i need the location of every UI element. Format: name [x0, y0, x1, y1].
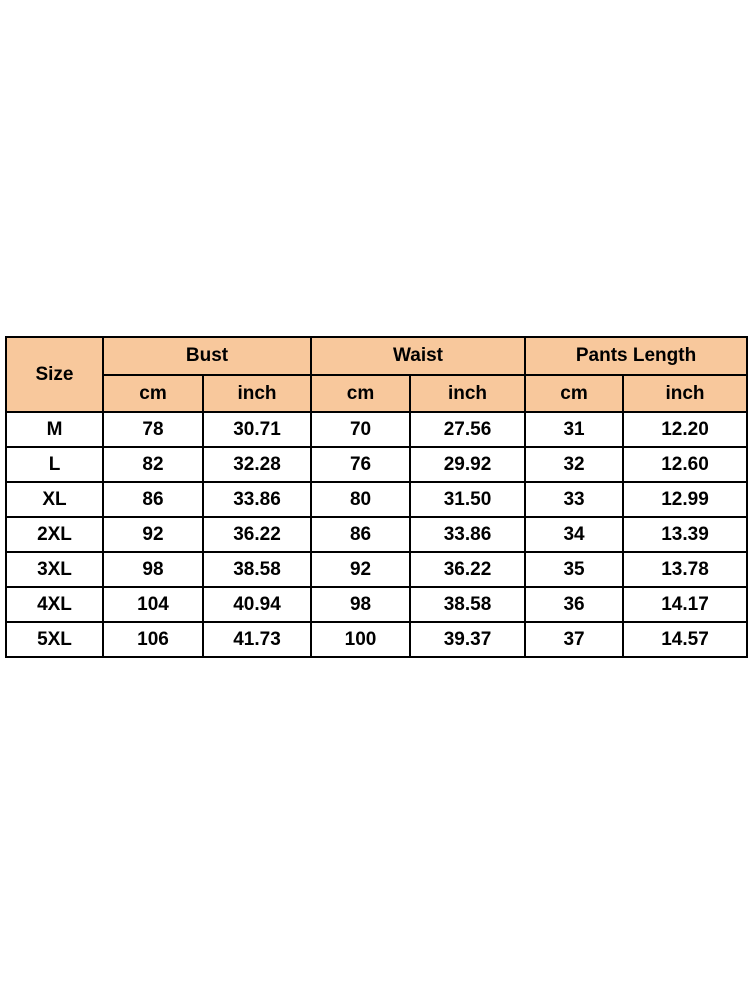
- waist-cm-cell: 80: [311, 482, 410, 517]
- pants-length-inch-cell: 12.20: [623, 412, 747, 447]
- waist-inch-cell: 38.58: [410, 587, 525, 622]
- size-cell: 2XL: [6, 517, 103, 552]
- pants-length-cm-cell: 37: [525, 622, 623, 657]
- waist-header: Waist: [311, 337, 525, 375]
- waist-inch-cell: 27.56: [410, 412, 525, 447]
- waist-inch-cell: 31.50: [410, 482, 525, 517]
- bust-cm-cell: 104: [103, 587, 203, 622]
- pants-length-cm-cell: 33: [525, 482, 623, 517]
- size-cell: L: [6, 447, 103, 482]
- pants-length-inch-cell: 13.78: [623, 552, 747, 587]
- bust-cm-header: cm: [103, 375, 203, 412]
- bust-cm-cell: 86: [103, 482, 203, 517]
- pants-length-header: Pants Length: [525, 337, 747, 375]
- pants-length-inch-cell: 14.17: [623, 587, 747, 622]
- bust-inch-cell: 38.58: [203, 552, 311, 587]
- header-group-row: [6, 337, 747, 375]
- size-cell: 4XL: [6, 587, 103, 622]
- waist-cm-cell: 70: [311, 412, 410, 447]
- pants-length-inch-cell: 13.39: [623, 517, 747, 552]
- bust-inch-cell: 40.94: [203, 587, 311, 622]
- waist-inch-cell: 39.37: [410, 622, 525, 657]
- size-cell: 5XL: [6, 622, 103, 657]
- bust-header: Bust: [103, 337, 311, 375]
- waist-cm-cell: 98: [311, 587, 410, 622]
- pants-length-cm-cell: 32: [525, 447, 623, 482]
- bust-cm-cell: 82: [103, 447, 203, 482]
- bust-inch-cell: 36.22: [203, 517, 311, 552]
- waist-inch-cell: 33.86: [410, 517, 525, 552]
- bust-cm-cell: 78: [103, 412, 203, 447]
- table-row: [6, 447, 747, 482]
- waist-cm-cell: 86: [311, 517, 410, 552]
- size-cell: 3XL: [6, 552, 103, 587]
- pants-length-inch-header: inch: [623, 375, 747, 412]
- bust-cm-cell: 98: [103, 552, 203, 587]
- table-row: [6, 482, 747, 517]
- waist-cm-cell: 76: [311, 447, 410, 482]
- waist-cm-cell: 100: [311, 622, 410, 657]
- pants-length-cm-cell: 31: [525, 412, 623, 447]
- pants-length-inch-cell: 12.60: [623, 447, 747, 482]
- header-unit-row: [6, 375, 747, 412]
- waist-inch-header: inch: [410, 375, 525, 412]
- waist-cm-header: cm: [311, 375, 410, 412]
- bust-cm-cell: 106: [103, 622, 203, 657]
- size-table: [5, 336, 748, 658]
- pants-length-inch-cell: 12.99: [623, 482, 747, 517]
- size-chart: [5, 336, 748, 658]
- size-header: Size: [6, 337, 103, 412]
- size-table-body: [6, 412, 747, 657]
- bust-inch-cell: 41.73: [203, 622, 311, 657]
- pants-length-cm-cell: 35: [525, 552, 623, 587]
- size-cell: M: [6, 412, 103, 447]
- waist-cm-cell: 92: [311, 552, 410, 587]
- table-row: [6, 622, 747, 657]
- pants-length-cm-cell: 34: [525, 517, 623, 552]
- waist-inch-cell: 36.22: [410, 552, 525, 587]
- table-row: [6, 587, 747, 622]
- waist-inch-cell: 29.92: [410, 447, 525, 482]
- bust-cm-cell: 92: [103, 517, 203, 552]
- table-row: [6, 517, 747, 552]
- size-cell: XL: [6, 482, 103, 517]
- pants-length-cm-cell: 36: [525, 587, 623, 622]
- pants-length-cm-header: cm: [525, 375, 623, 412]
- bust-inch-cell: 30.71: [203, 412, 311, 447]
- bust-inch-cell: 32.28: [203, 447, 311, 482]
- table-row: [6, 412, 747, 447]
- bust-inch-cell: 33.86: [203, 482, 311, 517]
- bust-inch-header: inch: [203, 375, 311, 412]
- table-row: [6, 552, 747, 587]
- pants-length-inch-cell: 14.57: [623, 622, 747, 657]
